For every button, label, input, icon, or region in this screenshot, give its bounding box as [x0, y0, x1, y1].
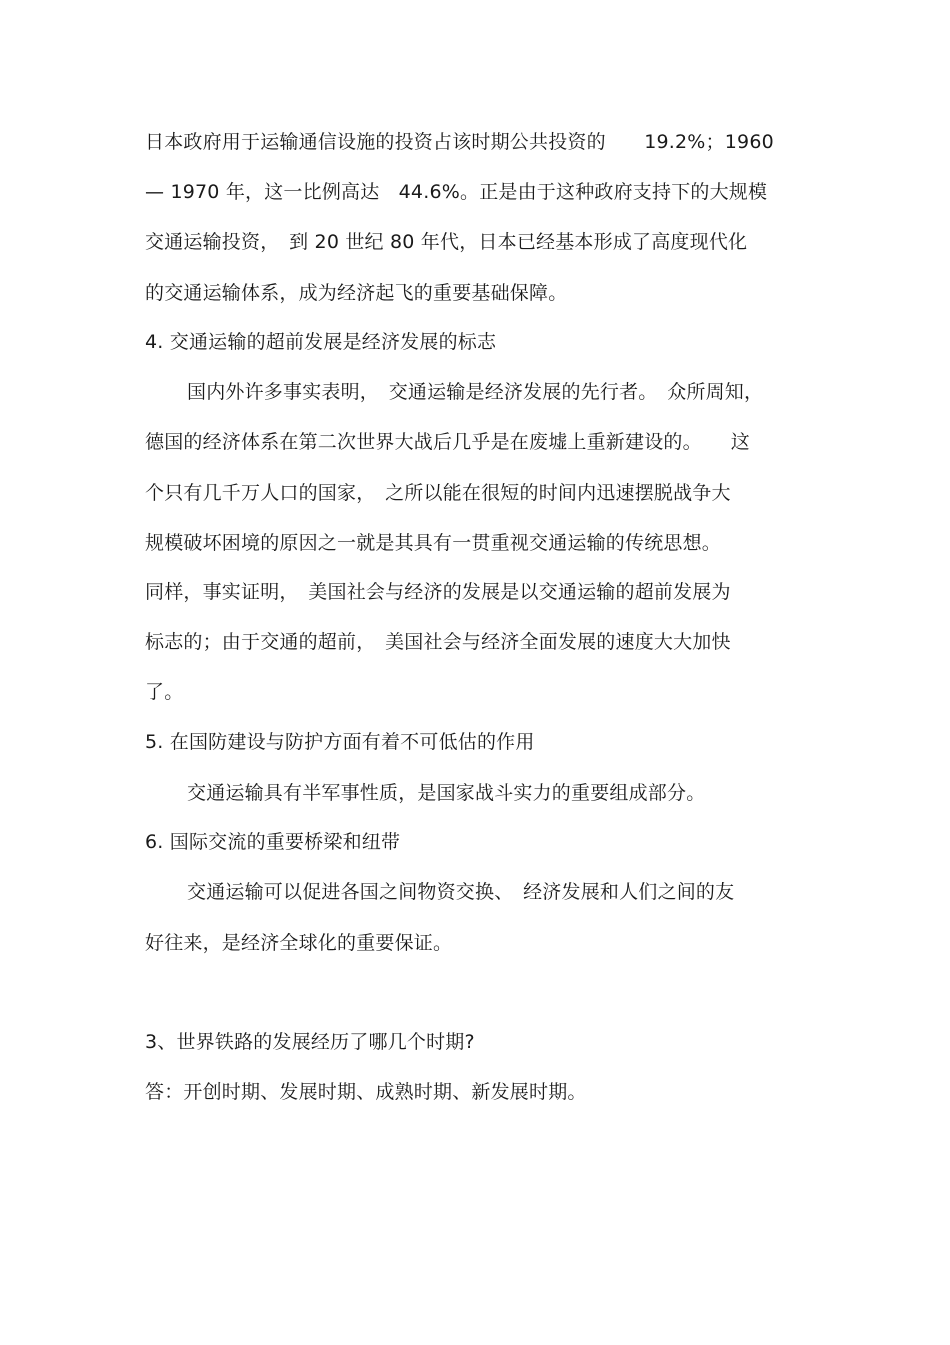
section-heading-4: 4. 交通运输的超前发展是经济发展的标志	[145, 331, 497, 353]
text-line-10: 同样，事实证明， 美国社会与经济的发展是以交通运输的超前发展为	[145, 581, 731, 603]
question-heading: 3、世界铁路的发展经历了哪几个时期?	[145, 1031, 475, 1053]
text-line-8: 个只有几千万人口的国家， 之所以能在很短的时间内迅速摆脱战争大	[145, 482, 731, 504]
text-line-2: — 1970 年，这一比例高达 44.6%。正是由于这种政府支持下的大规模	[145, 181, 768, 203]
text-line-4: 的交通运输体系，成为经济起飞的重要基础保障。	[145, 282, 568, 304]
text-line-16: 交通运输可以促进各国之间物资交换、 经济发展和人们之间的友	[187, 881, 735, 903]
answer-line: 答：开创时期、发展时期、成熟时期、新发展时期。	[145, 1081, 587, 1103]
section-heading-6: 6. 国际交流的重要桥梁和纽带	[145, 831, 401, 853]
text-line-3: 交通运输投资， 到 20 世纪 80 年代，日本已经基本形成了高度现代化	[145, 231, 748, 253]
text-line-14: 交通运输具有半军事性质，是国家战斗实力的重要组成部分。	[187, 782, 706, 804]
section-heading-5: 5. 在国防建设与防护方面有着不可低估的作用	[145, 731, 535, 753]
text-line-9: 规模破坏困境的原因之一就是其具有一贯重视交通运输的传统思想。	[145, 532, 722, 554]
text-line-11: 标志的；由于交通的超前， 美国社会与经济全面发展的速度大大加快	[145, 631, 731, 653]
text-line-17: 好往来，是经济全球化的重要保证。	[145, 932, 453, 954]
text-line-1: 日本政府用于运输通信设施的投资占该时期公共投资的 19.2%；1960	[145, 131, 774, 153]
text-line-7: 德国的经济体系在第二次世界大战后几乎是在废墟上重新建设的。 这	[145, 431, 750, 453]
text-line-12: 了。	[145, 681, 184, 703]
text-line-6: 国内外许多事实表明， 交通运输是经济发展的先行者。 众所周知，	[187, 381, 764, 403]
